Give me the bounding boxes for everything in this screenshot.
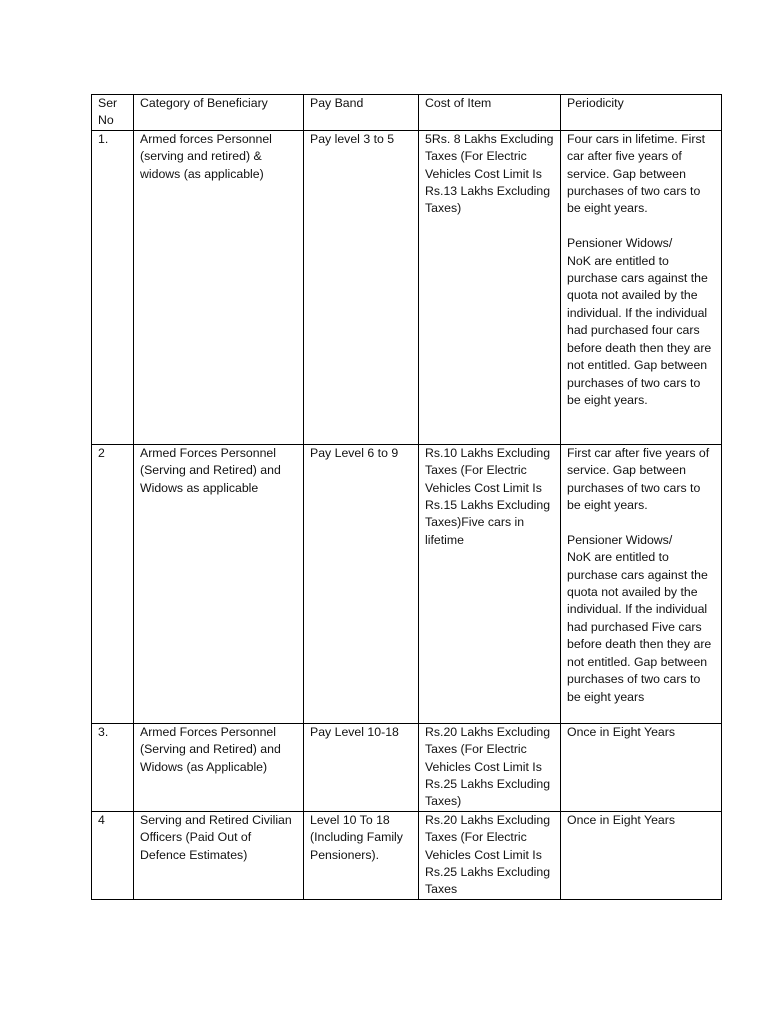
- header-periodicity: Periodicity: [561, 95, 722, 131]
- table-row: [92, 130, 722, 444]
- cell-pay-band: Pay Level 10-18: [304, 723, 419, 811]
- cell-cost: Rs.10 Lakhs Excluding Taxes (For Electric Vehicles Cost Limit Is Rs.15 Lakhs Excluding Taxes)Five cars in lifetime: [419, 444, 561, 723]
- cell-periodicity: Once in Eight Years: [561, 723, 722, 811]
- header-cost: Cost of Item: [419, 95, 561, 131]
- table-row: [92, 723, 722, 811]
- cell-cost: Rs.20 Lakhs Excluding Taxes (For Electric Vehicles Cost Limit Is Rs.25 Lakhs Excluding Taxes: [419, 811, 561, 899]
- cell-category: Serving and Retired Civilian Officers (Paid Out of Defence Estimates): [134, 811, 304, 899]
- cell-periodicity: First car after five years of service. Gap between purchases of two cars to be eight years. Pensioner Widows/ NoK are entitled to purchase cars against the quota not availed by the individual. If the individual had purchased Five cars before death then they are not entitled. Gap between purchases of two cars to be eight years: [561, 444, 722, 723]
- cell-pay-band: Pay Level 6 to 9: [304, 444, 419, 723]
- cell-periodicity: Once in Eight Years: [561, 811, 722, 899]
- cell-pay-band: Pay level 3 to 5: [304, 130, 419, 444]
- cell-category: Armed Forces Personnel (Serving and Retired) and Widows (as Applicable): [134, 723, 304, 811]
- beneficiary-table: [91, 94, 722, 900]
- cell-ser-no: 4: [92, 811, 134, 899]
- header-pay-band: Pay Band: [304, 95, 419, 131]
- cell-category: Armed Forces Personnel (Serving and Retired) and Widows as applicable: [134, 444, 304, 723]
- cell-cost: Rs.20 Lakhs Excluding Taxes (For Electric Vehicles Cost Limit Is Rs.25 Lakhs Excluding Taxes): [419, 723, 561, 811]
- cell-periodicity: Four cars in lifetime. First car after five years of service. Gap between purchases of two cars to be eight years. Pensioner Widows/ NoK are entitled to purchase cars against the quota not availed by the individual. If the individual had purchased four cars before death then they are not entitled. Gap between purchases of two cars to be eight years.: [561, 130, 722, 444]
- table-row: [92, 811, 722, 899]
- cell-ser-no: 2: [92, 444, 134, 723]
- cell-cost: 5Rs. 8 Lakhs Excluding Taxes (For Electric Vehicles Cost Limit Is Rs.13 Lakhs Excluding Taxes): [419, 130, 561, 444]
- table-row: [92, 444, 722, 723]
- cell-pay-band: Level 10 To 18 (Including Family Pensioners).: [304, 811, 419, 899]
- cell-ser-no: 1.: [92, 130, 134, 444]
- table-header-row: [92, 95, 722, 131]
- header-category: Category of Beneficiary: [134, 95, 304, 131]
- header-ser-no: Ser No: [92, 95, 134, 131]
- cell-ser-no: 3.: [92, 723, 134, 811]
- cell-category: Armed forces Personnel (serving and retired) & widows (as applicable): [134, 130, 304, 444]
